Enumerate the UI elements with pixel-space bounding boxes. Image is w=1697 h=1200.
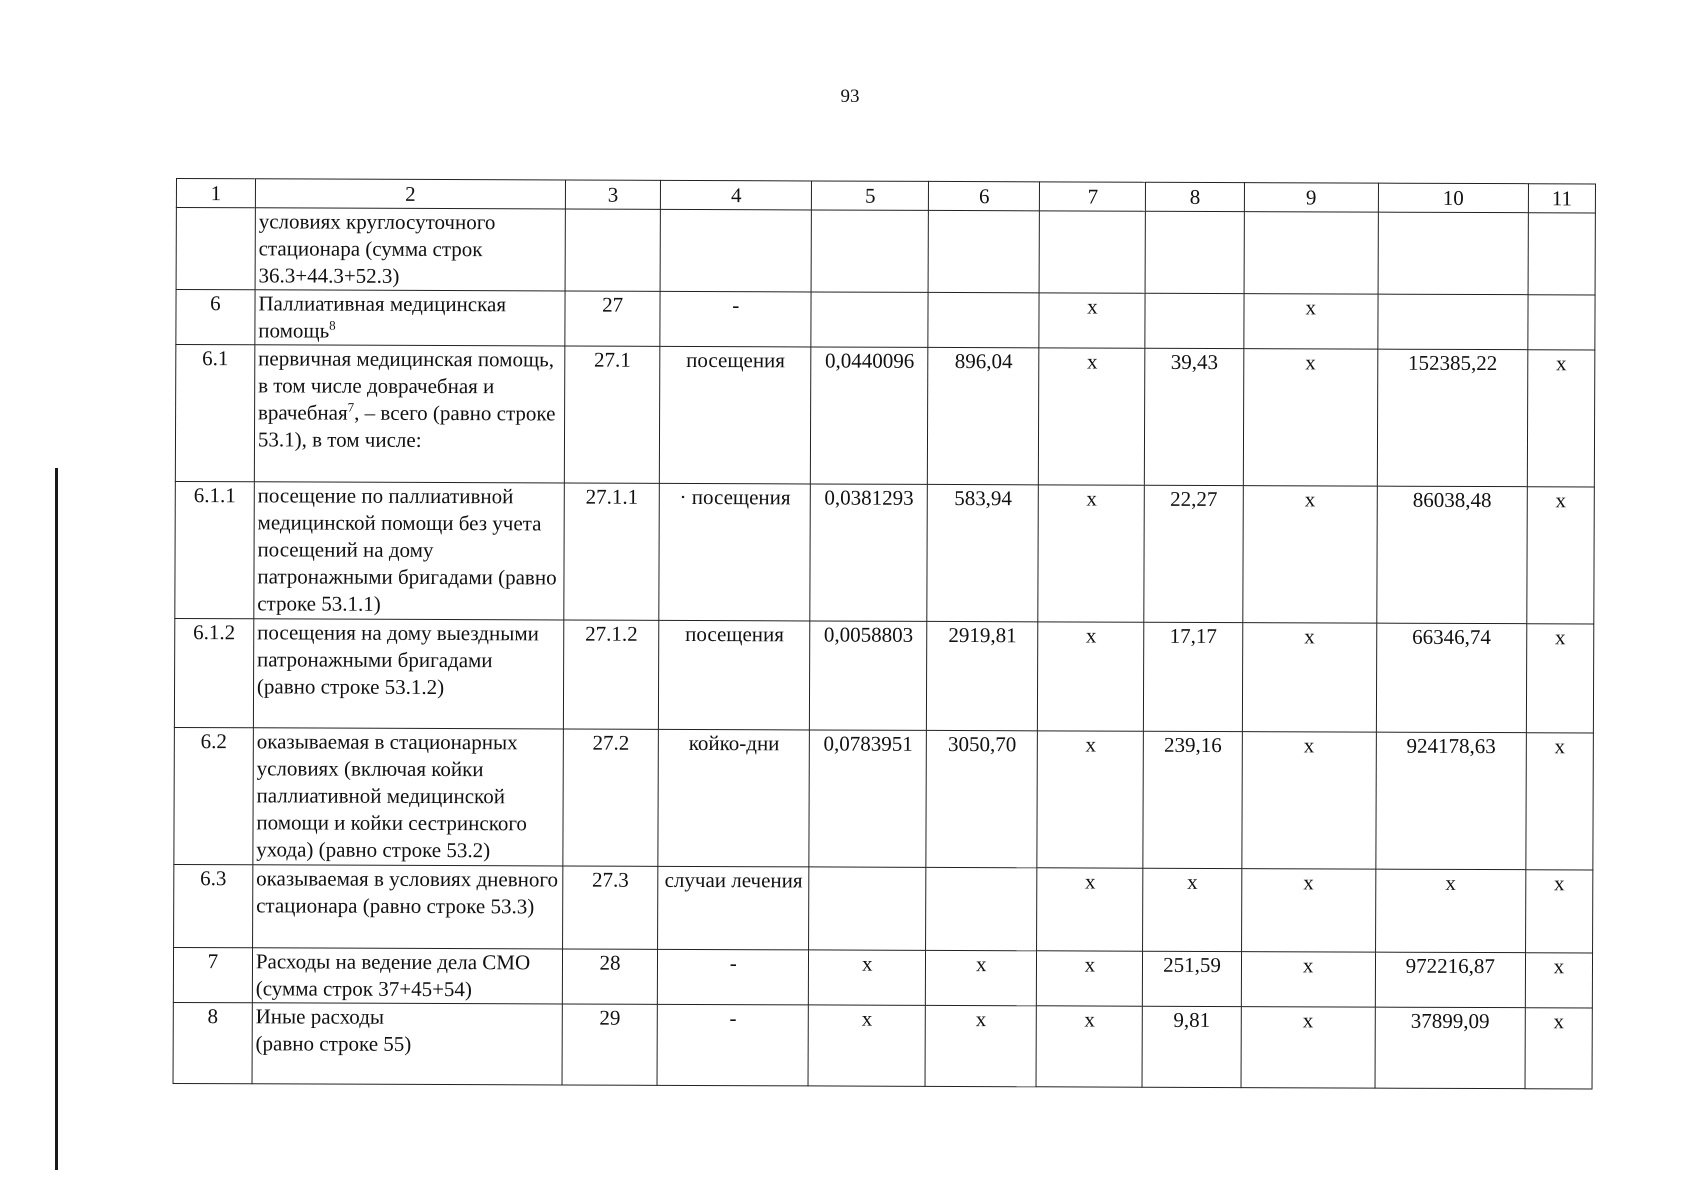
unit-cell	[660, 209, 812, 292]
header-cell: 3	[565, 180, 660, 209]
value-cell: х	[1242, 623, 1376, 733]
value-cell: 66346,74	[1376, 623, 1527, 733]
value-cell: х	[1243, 486, 1378, 624]
unit-cell: койко-дни	[658, 729, 810, 867]
value-cell: х	[1527, 487, 1595, 624]
value-cell	[1145, 211, 1244, 293]
row-number-cell: 7	[173, 947, 252, 1002]
footnote-mark: 7	[347, 399, 355, 415]
value-cell: 0,0058803	[810, 621, 927, 730]
value-cell	[1528, 213, 1595, 295]
header-cell: 1	[176, 179, 255, 208]
value-cell	[1378, 212, 1529, 295]
row-number-cell: 6.1	[175, 345, 254, 482]
value-cell: х	[1039, 348, 1145, 485]
page-number: 93	[840, 86, 860, 107]
table-row	[174, 727, 1594, 869]
value-cell: 972216,87	[1375, 952, 1525, 1008]
value-cell	[1145, 293, 1244, 348]
value-cell	[811, 292, 928, 347]
unit-cell: посещения	[659, 620, 811, 730]
value-cell	[926, 867, 1038, 950]
value-cell: х	[925, 950, 1037, 1005]
table-row	[175, 345, 1595, 487]
value-cell: х	[1525, 870, 1592, 953]
value-cell: х	[1037, 951, 1143, 1006]
value-cell: 152385,22	[1377, 349, 1528, 487]
line-code-cell: 27.2	[563, 729, 659, 866]
value-cell	[1528, 295, 1595, 350]
row-name-text: в том числе доврачебная и врачебная	[257, 373, 495, 425]
row-name-text: посещения на дому выездными патронажными бригадами	[256, 620, 539, 673]
table-row	[173, 1002, 1592, 1088]
row-name-cell: посещение по паллиативной медицинской помощи без учета посещений на дому патронажными бригадами (равно строке 53.1.1)	[254, 482, 565, 620]
row-number-cell: 6.2	[174, 727, 253, 864]
table-row	[176, 290, 1595, 350]
value-cell: х	[1038, 485, 1144, 622]
unit-cell: -	[660, 291, 812, 347]
row-name-text: (равно строке 55)	[255, 1031, 412, 1056]
line-code-cell: 27.3	[563, 866, 658, 949]
value-cell	[928, 210, 1040, 292]
value-cell: х	[1241, 1007, 1375, 1089]
row-name-cell: оказываемая в условиях дневного стационара (равно строке 53.3)	[252, 865, 562, 949]
row-number-cell	[176, 208, 255, 290]
header-cell: 11	[1528, 184, 1595, 213]
unit-cell: · посещения	[659, 483, 811, 621]
value-cell: х	[1243, 349, 1378, 487]
row-name-text: первичная медицинская помощь,	[258, 346, 555, 372]
value-cell: 86038,48	[1377, 486, 1528, 624]
line-code-cell: 27	[565, 291, 660, 346]
row-name-cell: Расходы на ведение дела СМО (сумма строк 37+45+54)	[252, 948, 562, 1004]
line-code-cell	[565, 209, 660, 291]
line-code-cell: 27.1.1	[564, 483, 660, 620]
value-cell: 896,04	[927, 347, 1039, 484]
row-name-cell: условиях круглосуточного стационара (сумма строк 36.3+44.3+52.3)	[255, 208, 565, 291]
header-cell: 6	[929, 181, 1040, 210]
header-cell: 2	[255, 179, 565, 209]
value-cell: х	[1037, 868, 1143, 951]
header-cell: 5	[812, 181, 929, 210]
value-cell: х	[1527, 350, 1595, 487]
header-cell: 10	[1378, 183, 1528, 213]
table-row	[176, 208, 1595, 295]
row-name-text: (равно строке 53.1.2)	[256, 674, 445, 700]
row-number-cell: 6.1.1	[175, 481, 254, 618]
margin-line	[55, 468, 58, 1170]
table-row	[173, 947, 1592, 1007]
value-cell	[812, 210, 929, 292]
data-table	[173, 178, 1596, 1089]
value-cell	[1378, 294, 1528, 350]
row-number-cell: 8	[173, 1002, 252, 1083]
line-code-cell: 29	[562, 1004, 657, 1085]
value-cell: 251,59	[1143, 951, 1242, 1006]
value-cell: 9,81	[1142, 1006, 1241, 1087]
value-cell: 39,43	[1145, 348, 1244, 485]
value-cell: 0,0381293	[810, 484, 927, 621]
value-cell: х	[1525, 953, 1592, 1008]
value-cell: х	[809, 950, 926, 1005]
header-cell: 7	[1040, 182, 1146, 211]
row-name-cell	[255, 290, 565, 346]
header-cell: 4	[661, 180, 812, 210]
value-cell: х	[808, 1005, 925, 1086]
value-cell: х	[1526, 733, 1594, 870]
value-cell: х	[1242, 732, 1377, 870]
row-name-text: Паллиативная медицинская помощь	[258, 291, 507, 343]
row-name-cell	[253, 619, 564, 729]
row-name-cell: оказываемая в стационарных условиях (включая койки паллиативной медицинской помощи и койки сестринского ухода) (равно строке 53.2)	[253, 728, 564, 866]
table-row	[175, 481, 1595, 623]
value-cell: х	[1526, 624, 1593, 733]
value-cell: х	[1244, 294, 1378, 350]
footnote-mark: 8	[329, 317, 336, 333]
row-number-cell: 6.3	[174, 864, 253, 947]
value-cell	[1040, 211, 1146, 293]
line-code-cell: 27.1	[564, 346, 660, 483]
value-cell: х	[1241, 869, 1375, 953]
line-code-cell: 27.1.2	[563, 620, 659, 729]
value-cell: 0,0440096	[811, 347, 928, 484]
unit-cell: -	[657, 1004, 809, 1086]
row-name-text: , – всего (равно строке 53.1), в том числе:	[257, 400, 556, 452]
value-cell	[809, 867, 926, 950]
value-cell: 17,17	[1144, 622, 1243, 731]
row-name-cell	[254, 345, 565, 483]
row-name-text: Иные расходы	[255, 1004, 385, 1029]
value-cell: 2919,81	[927, 621, 1039, 730]
value-cell: 3050,70	[926, 730, 1038, 867]
unit-cell: -	[657, 949, 809, 1005]
value-cell: 924178,63	[1376, 732, 1527, 870]
table-row	[174, 618, 1593, 732]
value-cell: х	[1036, 1006, 1142, 1087]
line-code-cell: 28	[562, 949, 657, 1004]
value-cell: х	[1241, 952, 1375, 1008]
value-cell: 22,27	[1144, 485, 1243, 622]
value-cell: х	[1038, 622, 1144, 731]
value-cell	[1244, 212, 1378, 295]
value-cell: х	[1143, 868, 1242, 951]
value-cell: 583,94	[927, 484, 1039, 621]
value-cell: х	[925, 1005, 1037, 1086]
value-cell: 239,16	[1143, 731, 1242, 868]
value-cell: 0,0783951	[809, 730, 926, 867]
value-cell: х	[1039, 293, 1145, 348]
value-cell: х	[1375, 869, 1526, 953]
value-cell: х	[1037, 731, 1143, 868]
row-name-cell	[252, 1003, 562, 1085]
table-row	[174, 864, 1593, 952]
header-cell: 8	[1146, 182, 1244, 211]
unit-cell: случаи лечения	[658, 866, 810, 950]
unit-cell: посещения	[659, 346, 811, 484]
header-cell: 9	[1244, 183, 1378, 213]
value-cell: х	[1525, 1008, 1592, 1089]
row-number-cell: 6.1.2	[174, 618, 253, 727]
row-number-cell: 6	[176, 290, 255, 345]
value-cell	[928, 292, 1040, 347]
value-cell: 37899,09	[1375, 1007, 1526, 1089]
